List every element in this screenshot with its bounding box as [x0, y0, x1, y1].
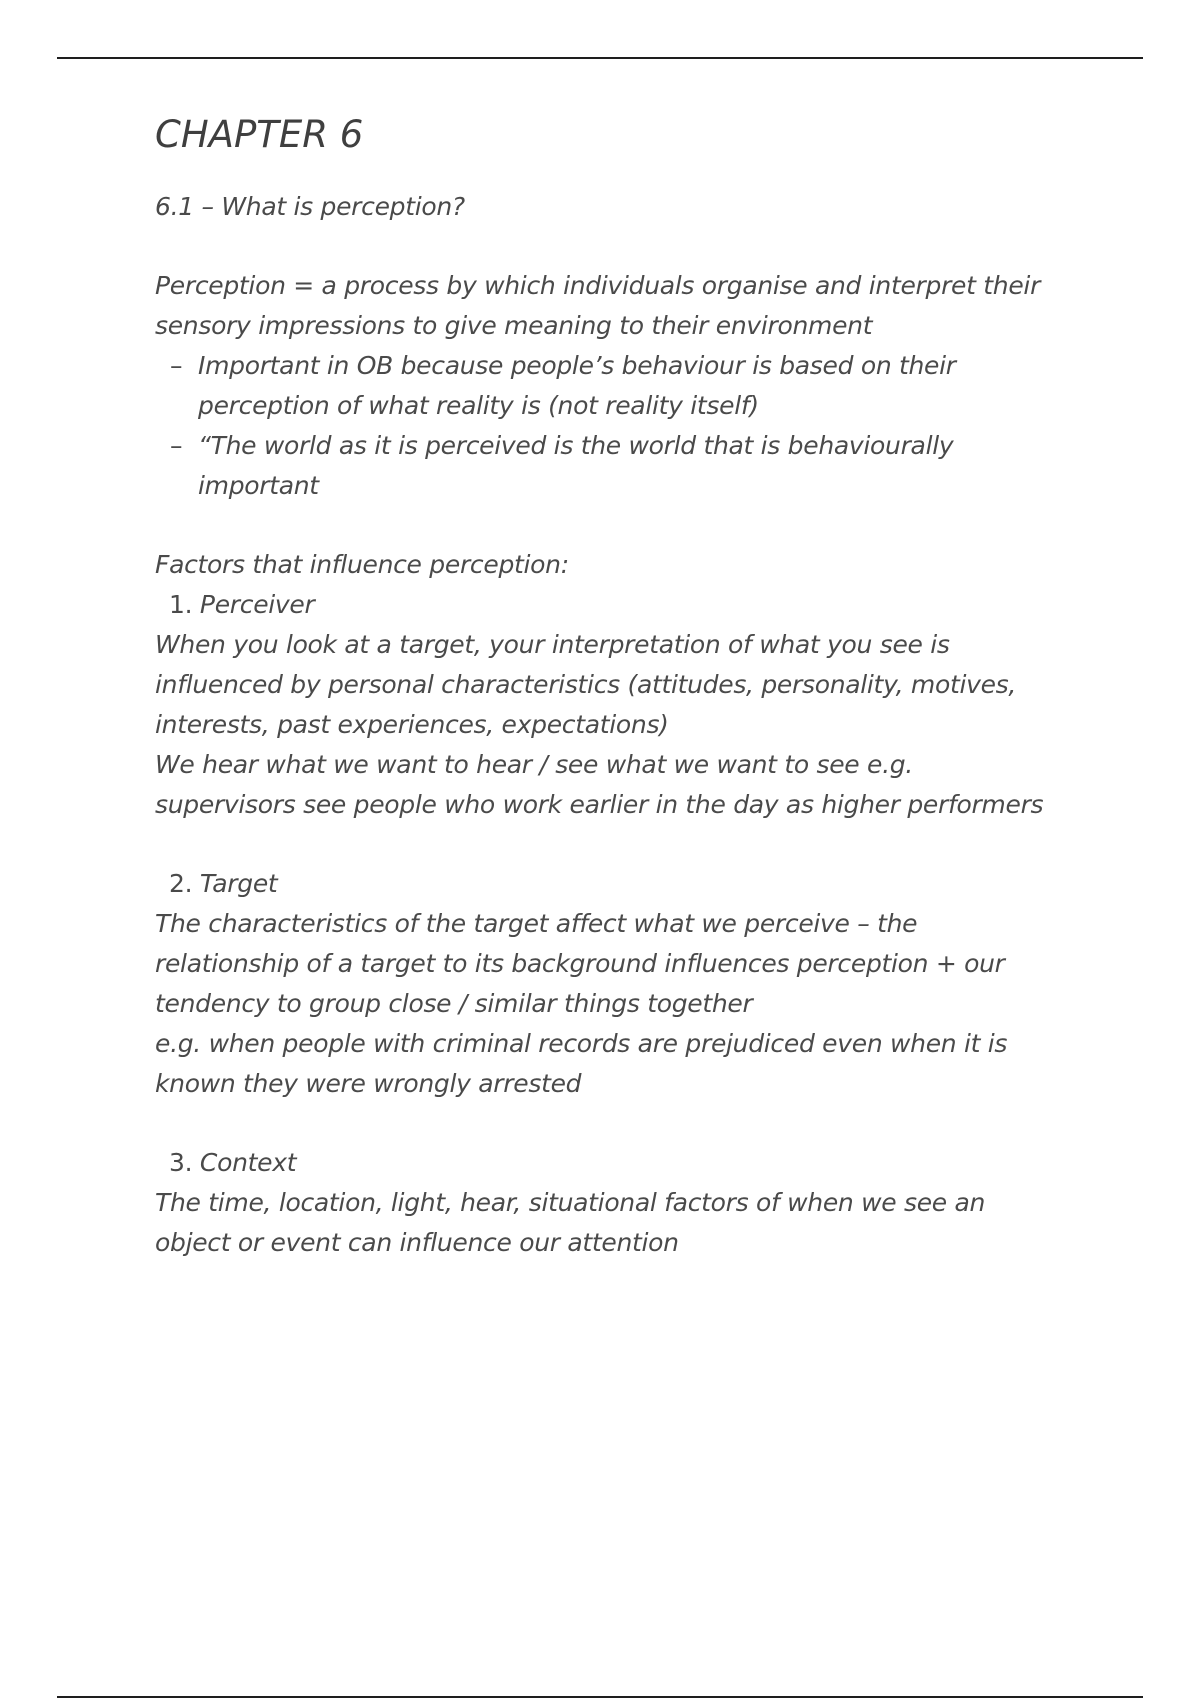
spacer [155, 1104, 1055, 1143]
factor-paragraph: e.g. when people with criminal records are prejudiced even when it is known they were wrongly arrested [155, 1029, 1008, 1098]
list-item [155, 346, 1055, 426]
chapter-title: CHAPTER 6 [155, 113, 364, 156]
section-heading: 6.1 – What is perception? [155, 192, 465, 221]
factor-paragraph: The characteristics of the target affect what we perceive – the relationship of a target to its background influences perception + our tendency to group close / similar things together [155, 909, 1005, 1018]
factor-heading-perceiver [155, 585, 1055, 625]
factor-heading-context [155, 1143, 1055, 1183]
document-body [155, 105, 1055, 1263]
bullet-text: “The world as it is perceived is the world that is behaviourally important [198, 431, 954, 500]
dash-bullet-icon: – [170, 431, 183, 460]
spacer [155, 825, 1055, 864]
factors-heading: Factors that influence perception: [155, 550, 569, 579]
factor-paragraph: The time, location, light, hear, situational factors of when we see an object or event can influence our attention [155, 1188, 986, 1257]
factor-number: 3. [169, 1148, 193, 1177]
factor-label: Context [199, 1148, 297, 1177]
factor-label: Target [199, 869, 278, 898]
factor-paragraph: We hear what we want to hear / see what we want to see e.g. supervisors see people who work earlier in the day as higher performers [155, 750, 1044, 819]
top-rule [57, 57, 1143, 59]
factor-paragraph: When you look at a target, your interpretation of what you see is influenced by personal characteristics (attitudes, personality, motives, interests, past experiences, expectations) [155, 630, 1017, 739]
factor-number: 1. [169, 590, 193, 619]
factor-heading-target [155, 864, 1055, 904]
factor-label: Perceiver [199, 590, 315, 619]
spacer [155, 506, 1055, 545]
bullet-text: Important in OB because people’s behaviour is based on their perception of what reality is (not reality itself) [198, 351, 956, 420]
definition-bullet-list [155, 346, 1055, 506]
bottom-rule [57, 1696, 1143, 1698]
factor-number: 2. [169, 869, 193, 898]
dash-bullet-icon: – [170, 351, 183, 380]
list-item [155, 426, 1055, 506]
definition-text: Perception = a process by which individuals organise and interpret their sensory impressions to give meaning to their environment [155, 271, 1041, 340]
